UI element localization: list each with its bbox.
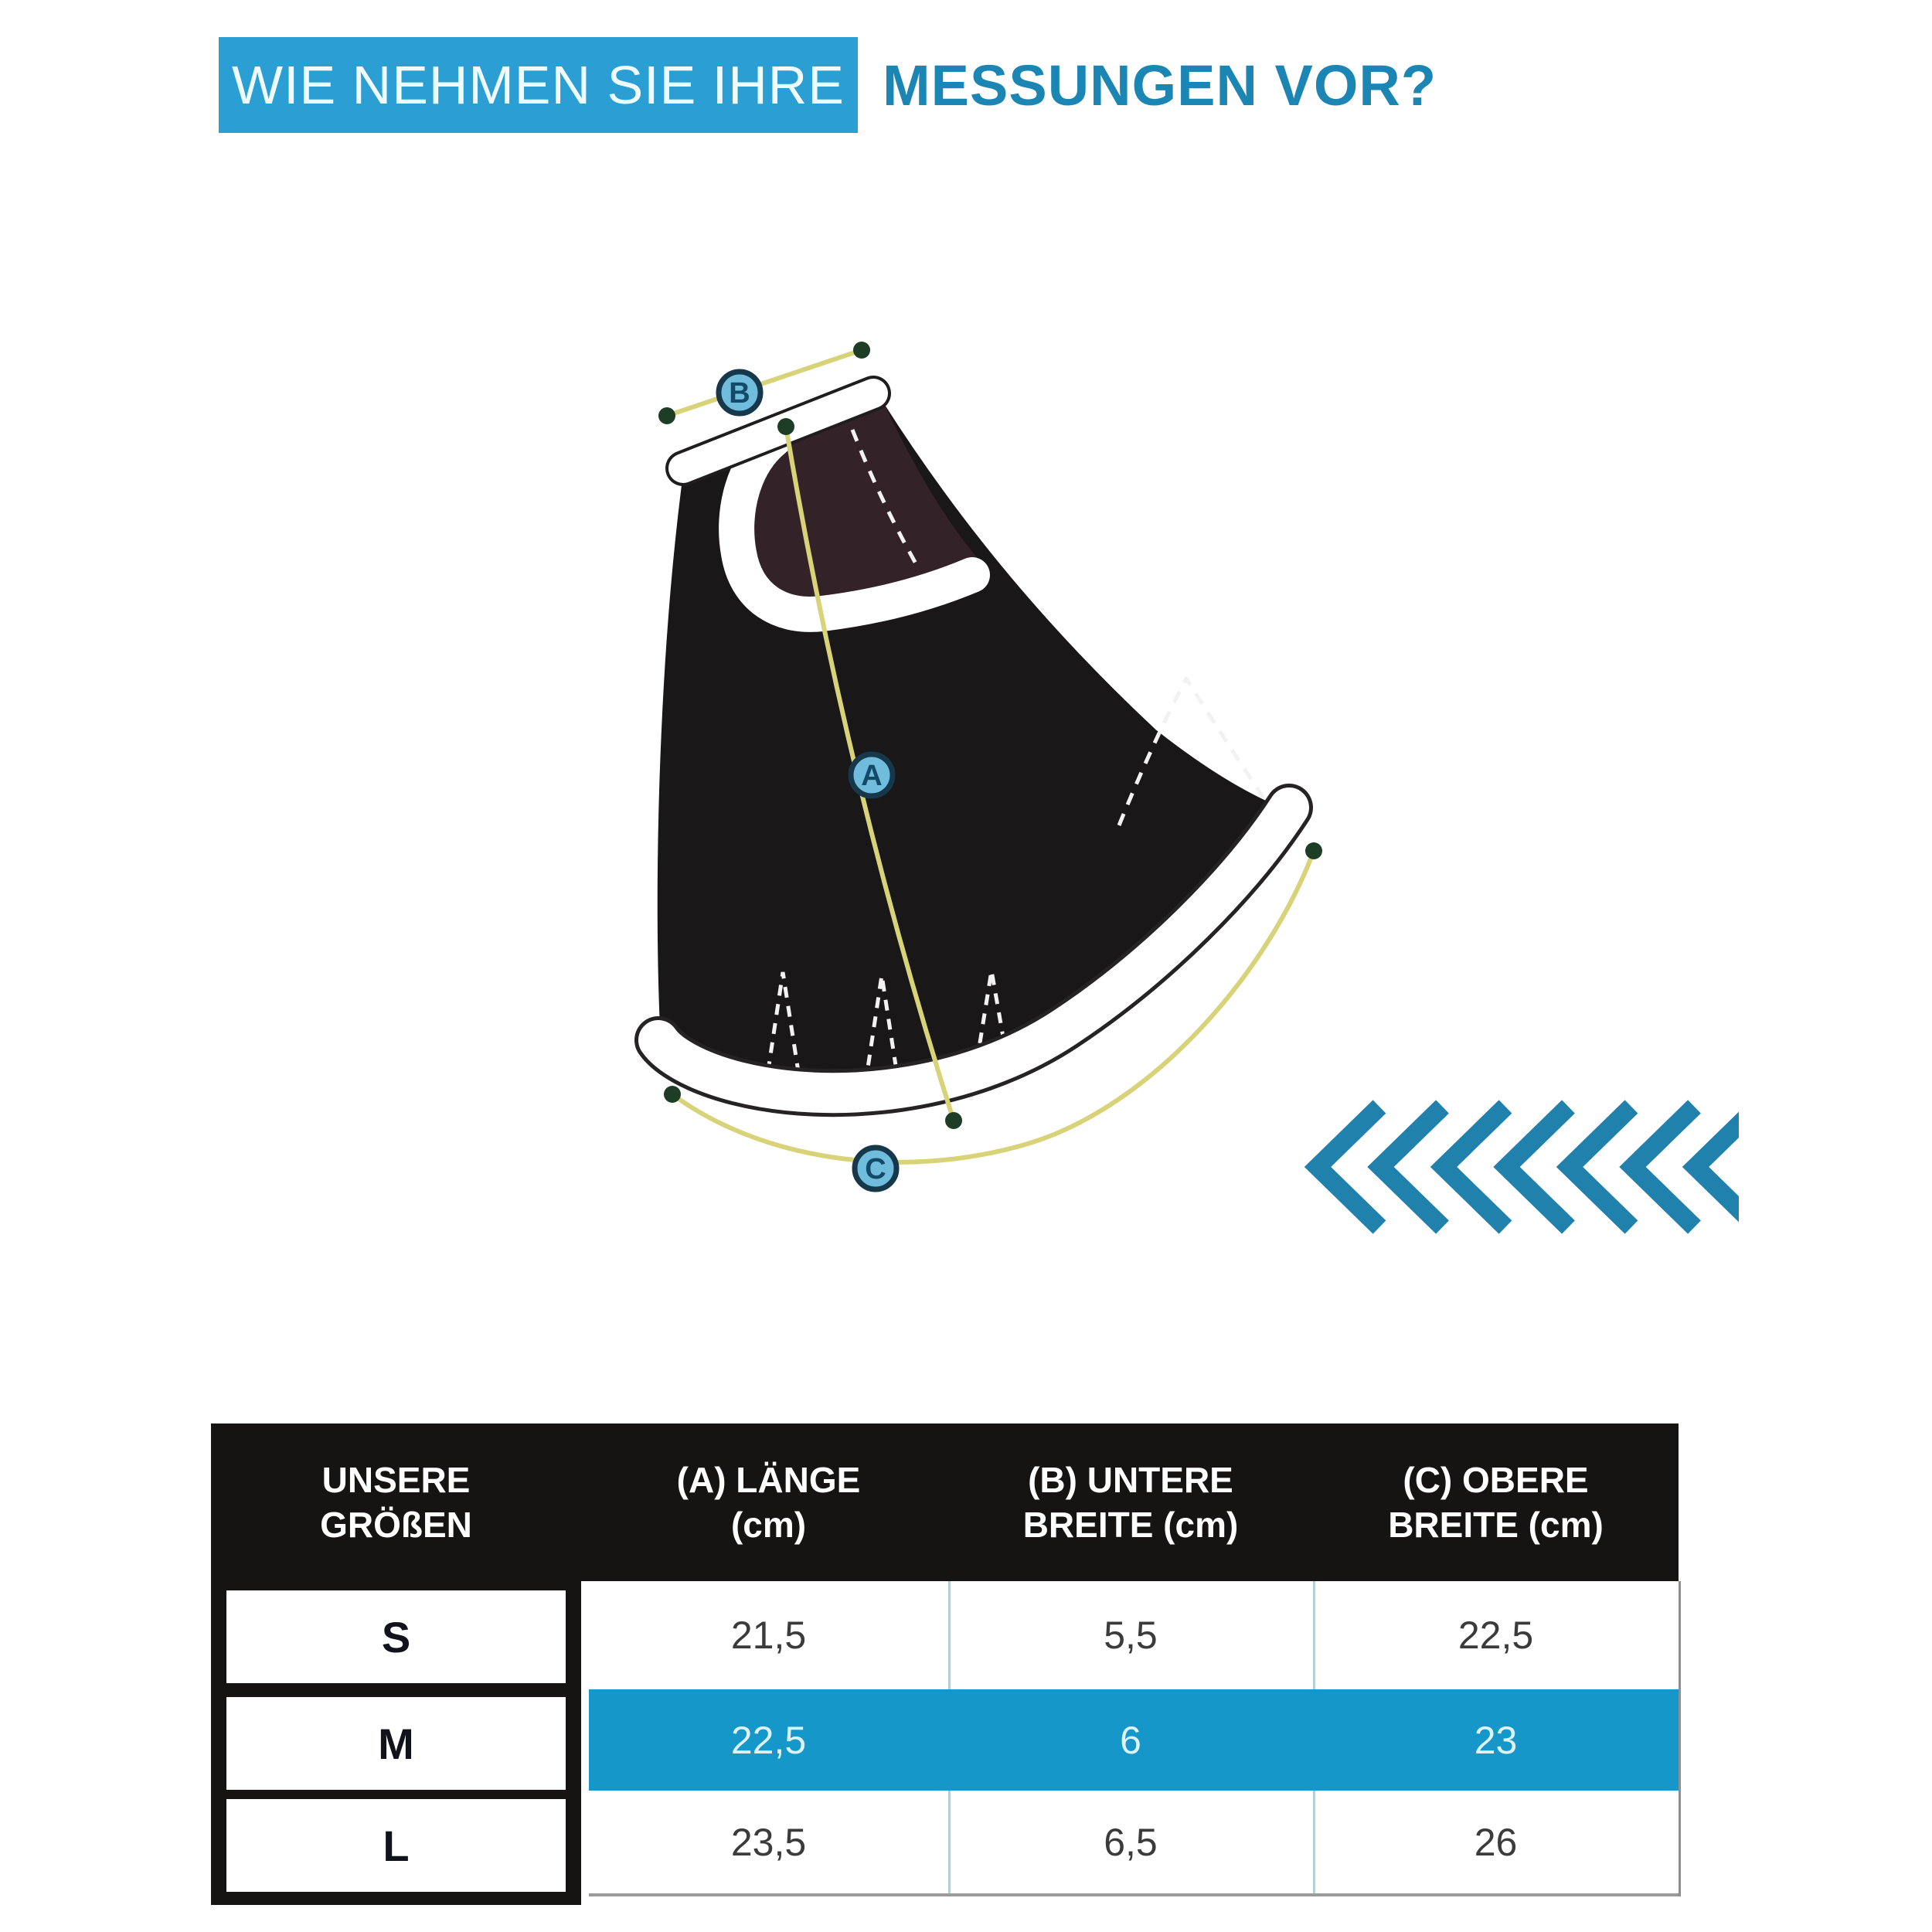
column-separator (948, 1581, 951, 1689)
cell-m-laenge: 22,5 (730, 1718, 807, 1762)
cell-s-laenge: 21,5 (730, 1614, 807, 1657)
header-cell-b-untere-breite: (B) UNTERE BREITE (cm) (1022, 1460, 1239, 1545)
marker-b-letter: B (729, 377, 750, 410)
size-label-s: S (226, 1590, 566, 1683)
size-label-column (211, 1581, 581, 1905)
title-highlight-box (219, 37, 858, 133)
measure-dot (945, 1112, 962, 1129)
measure-dot (1305, 842, 1322, 859)
glove-diagram (634, 294, 1739, 1260)
table-bottom-border (589, 1893, 1681, 1896)
column-separator (1313, 1581, 1315, 1689)
marker-a-letter: A (861, 760, 883, 792)
measure-dot (664, 1086, 681, 1103)
table-right-border (1679, 1581, 1681, 1896)
size-label-l: L (226, 1799, 566, 1892)
cell-m-untere-breite: 6 (1120, 1718, 1141, 1762)
title-rest-text: MESSUNGEN VOR? (883, 53, 1437, 117)
chevron-left-icon (1696, 1107, 1739, 1227)
column-separator (948, 1791, 951, 1893)
cell-m-obere-breite: 23 (1474, 1718, 1518, 1762)
title-highlight-text: WIE NEHMEN SIE IHRE (232, 55, 845, 115)
measure-dot (658, 407, 675, 424)
size-label-m: M (226, 1697, 566, 1790)
header-cell-sizes: UNSERE GRÖßEN (320, 1460, 472, 1545)
marker-c (855, 1148, 896, 1189)
cell-l-obere-breite: 26 (1474, 1820, 1518, 1864)
marker-c-letter: C (865, 1153, 886, 1185)
table-row-s (589, 1581, 1679, 1689)
measure-dot (853, 342, 870, 359)
header-cell-a-laenge: (A) LÄNGE (cm) (676, 1460, 861, 1545)
cell-l-laenge: 23,5 (730, 1820, 807, 1864)
table-row-m-highlighted (589, 1689, 1679, 1791)
cell-s-untere-breite: 5,5 (1104, 1614, 1158, 1657)
measure-dot (777, 418, 794, 435)
cell-l-untere-breite: 6,5 (1104, 1820, 1158, 1864)
size-table-header (211, 1423, 1679, 1581)
table-row-l (589, 1791, 1679, 1893)
chevron-train (1318, 1107, 1739, 1227)
header-cell-c-obere-breite: (C) OBERE BREITE (cm) (1388, 1460, 1604, 1545)
marker-a (851, 754, 893, 796)
marker-b (719, 372, 760, 413)
column-separator (1313, 1791, 1315, 1893)
cell-s-obere-breite: 22,5 (1458, 1614, 1534, 1657)
